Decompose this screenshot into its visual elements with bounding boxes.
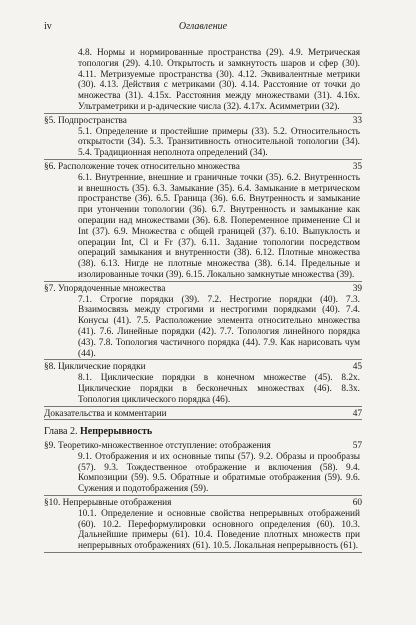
- section-title: §7. Упорядоченные множества: [44, 283, 166, 294]
- subsection-list: 10.1. Определение и основные свойства непрерывных отображений (60). 10.2. Переформулировки основного определения (60). 10.3. Дальнейшие примеры (61). 10.4. Поведение плотных множеств при непрерывных отображениях (61). 10.5. Локальная непрерывность (61).: [78, 508, 360, 552]
- section-heading: [44, 362, 362, 373]
- section-page: 33: [352, 115, 362, 126]
- toc-section-5[interactable]: [44, 116, 362, 160]
- section-title: §8. Циклические порядки: [44, 362, 146, 373]
- section-page: 57: [352, 441, 362, 452]
- toc-section-7[interactable]: [44, 284, 362, 361]
- proofs-heading: [44, 409, 362, 420]
- section-heading: [44, 116, 362, 127]
- chapter-title: Непрерывность: [80, 426, 153, 438]
- subsection-list: 4.8. Нормы и нормированные пространства (29). 4.9. Метрическая топология (29). 4.10. Открытость и замкнутость шаров и сфер (30). 4.11. Метризуемые пространства (30). 4.12. Эквивалентные метрики (30). 4.13. Действия с метриками (30). 4.14. Расстояние от точки до множества (31). 4.15х. Расстояния между множествами (31). 4.16х. Ультраметрики и p-адические числа (32). 4.17х. Асимметрии (32).: [78, 48, 360, 112]
- section-heading: [44, 162, 362, 173]
- toc-proofs[interactable]: [44, 409, 362, 421]
- page-number: iv: [44, 21, 52, 32]
- running-title: Оглавление: [178, 21, 228, 32]
- toc-section-8[interactable]: [44, 362, 362, 406]
- toc-section-9[interactable]: [44, 441, 362, 496]
- section-page: 35: [352, 161, 362, 172]
- toc-content: [44, 48, 362, 555]
- section-page: 60: [352, 498, 362, 509]
- subsection-list: 9.1. Отображения и их основные типы (57). 9.2. Образы и прообразы (57). 9.3. Тождественное отображение и включения (58). 9.4. Композиции (59). 9.5. Обратные и обратимые отображения (59). 9.6. Сужения и подотображения (59).: [78, 451, 360, 495]
- chapter-heading[interactable]: [44, 427, 362, 438]
- section-page: 45: [352, 362, 362, 373]
- toc-section-10[interactable]: [44, 498, 362, 553]
- section-title: §5. Подпространства: [44, 115, 127, 126]
- toc-section-6[interactable]: [44, 162, 362, 282]
- toc-continuation: [44, 48, 362, 114]
- section-title: §10. Непрерывные отображения: [44, 498, 172, 509]
- proofs-title: Доказательства и комментарии: [44, 408, 167, 419]
- section-heading: [44, 441, 362, 452]
- subsection-list: 8.1. Циклические порядки в конечном множестве (45). 8.2х. Циклические порядки в бесконечных множествах (46). 8.3х. Топология циклического порядка (46).: [78, 373, 360, 405]
- subsection-list: 6.1. Внутренние, внешние и граничные точки (35). 6.2. Внутренность и внешность (35). 6.3. Замыкание (35). 6.4. Замыкание в метрическом пространстве (36). 6.5. Граница (36). 6.6. Внутренность и замыкание при утончении топологии (36). 6.7. Внутренность и замыкание как операции над множествами (36). 6.8. Попеременное применение Cl и Int (37). 6.9. Множества с общей границей (37). 6.10. Выпуклость и операции Int, Cl и Fr (37). 6.11. Задание топологии посредством операций замыкания и внутренности (38). 6.12. Плотные множества (38). 6.13. Нигде не плотные множества (38). 6.14. Предельные и изолированные точки (39). 6.15. Локально замкнутые множества (39).: [78, 172, 360, 280]
- chapter-label: Глава 2.: [44, 426, 78, 438]
- section-heading: [44, 498, 362, 509]
- proofs-page: 47: [352, 408, 362, 419]
- subsection-list: 5.1. Определение и простейшие примеры (33). 5.2. Относительность открытости (34). 5.3. Транзитивность относительной топологии (34). 5.4. Традиционная неполнота определений (34).: [78, 126, 360, 159]
- section-page: 39: [352, 283, 362, 294]
- subsection-list: 7.1. Строгие порядки (39). 7.2. Нестрогие порядки (40). 7.3. Взаимосвязь между строгими и нестрогими порядками (40). 7.4. Конусы (41). 7.5. Расположение элемента относительно множества (41). 7.6. Линейные порядки (42). 7.7. Топология линейного порядка (43). 7.8. Топология частичного порядка (44). 7.9. Как нарисовать чум (44).: [78, 294, 360, 359]
- section-title: §9. Теоретико-множественное отступление: отображения: [44, 441, 271, 452]
- running-header: [44, 22, 362, 36]
- section-title: §6. Расположение точек относительно множества: [44, 161, 240, 172]
- section-heading: [44, 284, 362, 295]
